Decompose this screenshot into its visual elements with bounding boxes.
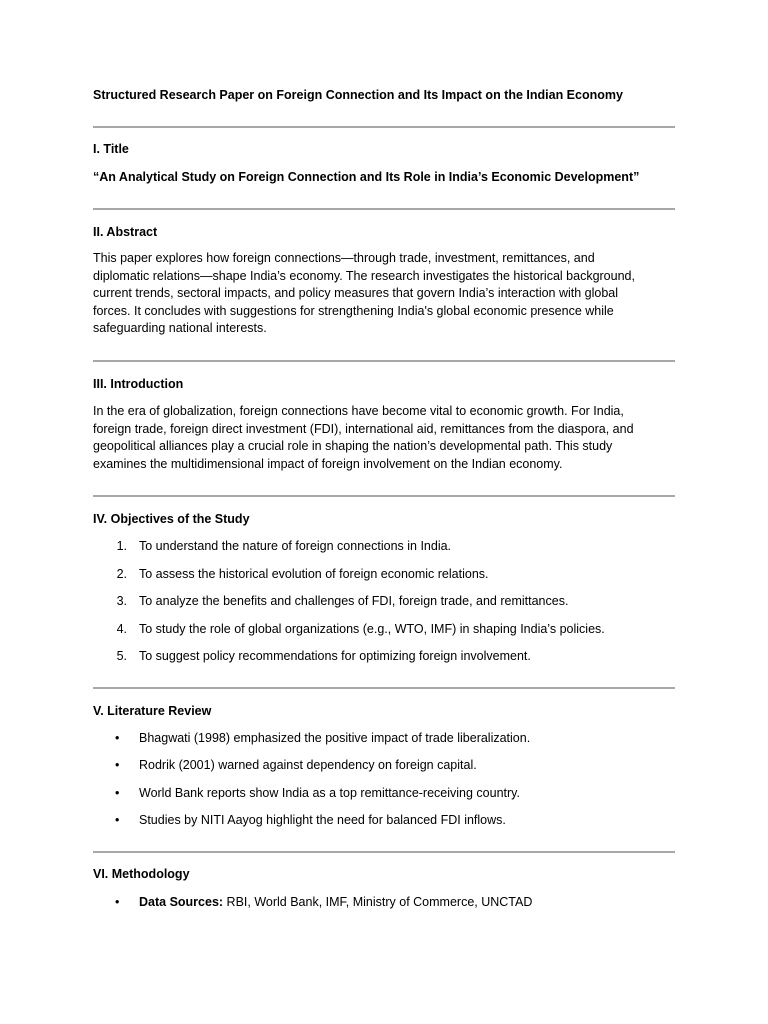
literature-text: Studies by NITI Aayog highlight the need for balanced FDI inflows. xyxy=(139,813,506,827)
abstract-line: safeguarding national interests. xyxy=(93,321,267,336)
list-number: 1. xyxy=(116,539,127,553)
methodology-heading: VI. Methodology xyxy=(93,867,190,881)
introduction-line: examines the multidimensional impact of foreign involvement on the Indian economy. xyxy=(93,456,563,471)
section-divider xyxy=(93,126,675,128)
section-divider xyxy=(93,208,675,210)
section-divider xyxy=(93,495,675,497)
objective-text: To analyze the benefits and challenges of FDI, foreign trade, and remittances. xyxy=(139,594,569,608)
objectives-heading: IV. Objectives of the Study xyxy=(93,512,250,526)
abstract-line: current trends, sectoral impacts, and policy measures that govern India’s interaction with global xyxy=(93,286,619,301)
literature-text: Rodrik (2001) warned against dependency on foreign capital. xyxy=(139,758,477,772)
bullet-icon: • xyxy=(115,895,120,909)
literature-text: Bhagwati (1998) emphasized the positive impact of trade liberalization. xyxy=(139,731,531,745)
introduction-paragraph xyxy=(93,403,675,473)
list-number: 2. xyxy=(116,567,127,581)
list-number: 5. xyxy=(116,649,127,663)
objective-text: To study the role of global organizations (e.g., WTO, IMF) in shaping India’s policies. xyxy=(139,622,605,636)
abstract-heading: II. Abstract xyxy=(93,225,158,239)
methodology-label: Data Sources: xyxy=(139,895,224,909)
objective-text: To suggest policy recommendations for optimizing foreign involvement. xyxy=(139,649,531,663)
abstract-line: This paper explores how foreign connections—through trade, investment, remittances, and xyxy=(93,251,595,265)
abstract-line: diplomatic relations—shape India’s economy. The research investigates the historical background, xyxy=(93,268,635,283)
bullet-icon: • xyxy=(115,786,120,800)
section-divider xyxy=(93,851,675,853)
introduction-line: In the era of globalization, foreign connections have become vital to economic growth. For India, xyxy=(93,404,624,418)
bullet-icon: • xyxy=(115,731,120,745)
literature-text: World Bank reports show India as a top remittance-receiving country. xyxy=(139,786,520,800)
bullet-icon: • xyxy=(115,813,120,827)
objective-text: To assess the historical evolution of foreign economic relations. xyxy=(139,567,489,581)
literature-review-heading: V. Literature Review xyxy=(93,704,212,718)
document-title: Structured Research Paper on Foreign Connection and Its Impact on the Indian Economy xyxy=(93,88,623,102)
list-number: 3. xyxy=(116,594,127,608)
section-divider xyxy=(93,687,675,689)
introduction-heading: III. Introduction xyxy=(93,377,184,391)
abstract-line: forces. It concludes with suggestions for strengthening India's global economic presence while xyxy=(93,303,614,318)
section-divider xyxy=(93,360,675,362)
objective-text: To understand the nature of foreign connections in India. xyxy=(139,539,452,553)
methodology-value: RBI, World Bank, IMF, Ministry of Commerce, UNCTAD xyxy=(223,895,533,909)
title-section-heading: I. Title xyxy=(93,142,129,156)
list-number: 4. xyxy=(116,622,127,636)
introduction-line: foreign trade, foreign direct investment (FDI), international aid, remittances from the diaspora, and xyxy=(93,421,634,436)
introduction-line: geopolitical alliances play a crucial role in shaping the nation’s developmental path. This study xyxy=(93,439,613,454)
bullet-icon: • xyxy=(115,758,120,772)
methodology-text xyxy=(139,895,532,909)
paper-title: “An Analytical Study on Foreign Connection and Its Role in India’s Economic Development” xyxy=(93,170,640,184)
abstract-paragraph xyxy=(93,250,675,338)
